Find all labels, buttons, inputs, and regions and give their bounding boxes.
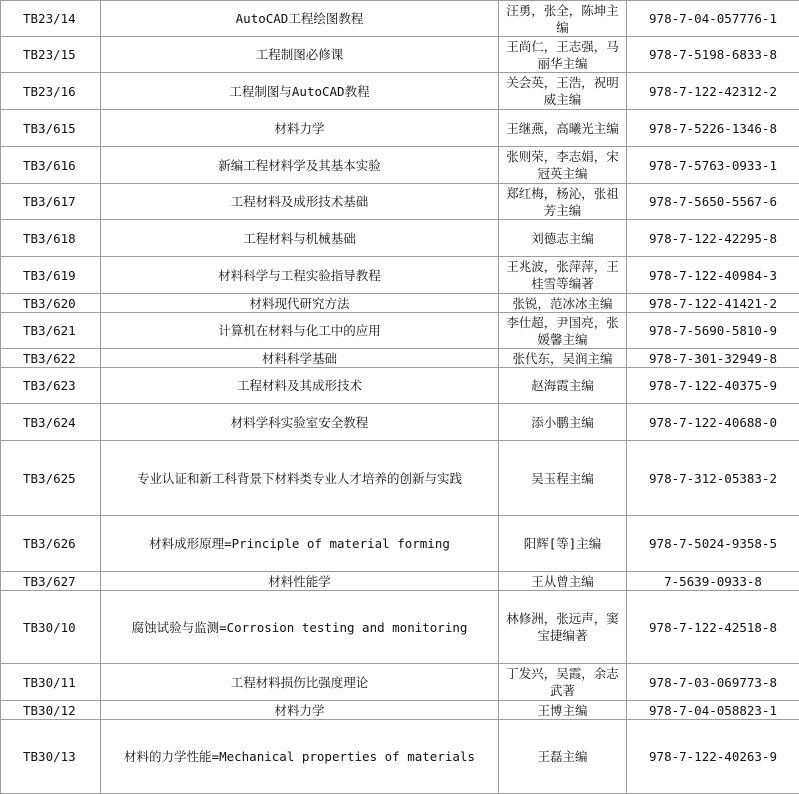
- author-cell: 郑红梅，杨沁，张祖芳主编: [499, 184, 627, 220]
- isbn-cell: 978-7-5650-5567-6: [627, 184, 799, 220]
- call-number-cell: TB3/618: [1, 220, 101, 257]
- title-cell: 材料成形原理=Principle of material forming: [101, 516, 499, 572]
- isbn-cell: 978-7-122-42312-2: [627, 73, 799, 110]
- table-row: [1, 404, 799, 441]
- title-cell: 工程材料与机械基础: [101, 220, 499, 257]
- table-row: [1, 147, 799, 184]
- title-cell: 计算机在材料与化工中的应用: [101, 313, 499, 349]
- author-cell: 王从曾主编: [499, 572, 627, 591]
- table-row: [1, 441, 799, 516]
- title-cell: 材料力学: [101, 110, 499, 147]
- title-cell: 新编工程材料学及其基本实验: [101, 147, 499, 184]
- isbn-cell: 978-7-04-057776-1: [627, 1, 799, 37]
- isbn-cell: 978-7-122-42295-8: [627, 220, 799, 257]
- author-cell: 王尚仁，王志强，马丽华主编: [499, 37, 627, 73]
- title-cell: 工程材料损伤比强度理论: [101, 664, 499, 701]
- call-number-cell: TB3/617: [1, 184, 101, 220]
- isbn-cell: 978-7-5690-5810-9: [627, 313, 799, 349]
- author-cell: 王兆波，张萍萍，王桂雪等编著: [499, 257, 627, 294]
- call-number-cell: TB3/620: [1, 294, 101, 313]
- author-cell: 王博主编: [499, 701, 627, 720]
- isbn-cell: 978-7-5024-9358-5: [627, 516, 799, 572]
- table-row: [1, 591, 799, 664]
- author-cell: 赵海霞主编: [499, 368, 627, 404]
- author-cell: 刘德志主编: [499, 220, 627, 257]
- title-cell: 材料科学基础: [101, 349, 499, 368]
- call-number-cell: TB30/13: [1, 720, 101, 794]
- call-number-cell: TB30/12: [1, 701, 101, 720]
- title-cell: 专业认证和新工科背景下材料类专业人才培养的创新与实践: [101, 441, 499, 516]
- author-cell: 林修洲，张远声，窦宝捷编著: [499, 591, 627, 664]
- title-cell: 工程材料及其成形技术: [101, 368, 499, 404]
- isbn-cell: 978-7-122-40263-9: [627, 720, 799, 794]
- author-cell: 汪勇，张全，陈坤主编: [499, 1, 627, 37]
- call-number-cell: TB3/627: [1, 572, 101, 591]
- call-number-cell: TB3/615: [1, 110, 101, 147]
- table-row: [1, 664, 799, 701]
- author-cell: 张则荣，李志娟，宋冠英主编: [499, 147, 627, 184]
- table-row: [1, 294, 799, 313]
- isbn-cell: 978-7-122-41421-2: [627, 294, 799, 313]
- call-number-cell: TB3/622: [1, 349, 101, 368]
- title-cell: 材料科学与工程实验指导教程: [101, 257, 499, 294]
- author-cell: 添小鹏主编: [499, 404, 627, 441]
- title-cell: 材料的力学性能=Mechanical properties of materials: [101, 720, 499, 794]
- isbn-cell: 978-7-5226-1346-8: [627, 110, 799, 147]
- table-row: [1, 220, 799, 257]
- isbn-cell: 7-5639-0933-8: [627, 572, 799, 591]
- isbn-cell: 978-7-122-42518-8: [627, 591, 799, 664]
- table-row: [1, 313, 799, 349]
- table-row: [1, 516, 799, 572]
- call-number-cell: TB3/616: [1, 147, 101, 184]
- isbn-cell: 978-7-04-058823-1: [627, 701, 799, 720]
- author-cell: 丁发兴，吴霞，余志武著: [499, 664, 627, 701]
- table-row: [1, 349, 799, 368]
- author-cell: 李仕超，尹国亮，张媛馨主编: [499, 313, 627, 349]
- author-cell: 关会英，王浩，祝明威主编: [499, 73, 627, 110]
- table-row: [1, 257, 799, 294]
- title-cell: 材料学科实验室安全教程: [101, 404, 499, 441]
- title-cell: 腐蚀试验与监测=Corrosion testing and monitoring: [101, 591, 499, 664]
- title-cell: 材料力学: [101, 701, 499, 720]
- table-row: [1, 1, 799, 37]
- isbn-cell: 978-7-312-05383-2: [627, 441, 799, 516]
- author-cell: 张代东，吴润主编: [499, 349, 627, 368]
- call-number-cell: TB3/624: [1, 404, 101, 441]
- title-cell: 材料现代研究方法: [101, 294, 499, 313]
- table-row: [1, 184, 799, 220]
- isbn-cell: 978-7-301-32949-8: [627, 349, 799, 368]
- isbn-cell: 978-7-5198-6833-8: [627, 37, 799, 73]
- call-number-cell: TB30/10: [1, 591, 101, 664]
- isbn-cell: 978-7-5763-0933-1: [627, 147, 799, 184]
- table-row: [1, 572, 799, 591]
- author-cell: 王继燕，高曦光主编: [499, 110, 627, 147]
- table-row: [1, 701, 799, 720]
- table-row: [1, 37, 799, 73]
- table-row: [1, 110, 799, 147]
- call-number-cell: TB3/619: [1, 257, 101, 294]
- title-cell: AutoCAD工程绘图教程: [101, 1, 499, 37]
- call-number-cell: TB3/621: [1, 313, 101, 349]
- isbn-cell: 978-7-122-40688-0: [627, 404, 799, 441]
- isbn-cell: 978-7-122-40984-3: [627, 257, 799, 294]
- title-cell: 工程制图与AutoCAD教程: [101, 73, 499, 110]
- title-cell: 工程制图必修课: [101, 37, 499, 73]
- call-number-cell: TB3/623: [1, 368, 101, 404]
- author-cell: 张锐，范冰冰主编: [499, 294, 627, 313]
- author-cell: 阳辉[等]主编: [499, 516, 627, 572]
- table-row: [1, 73, 799, 110]
- call-number-cell: TB23/16: [1, 73, 101, 110]
- call-number-cell: TB23/15: [1, 37, 101, 73]
- isbn-cell: 978-7-122-40375-9: [627, 368, 799, 404]
- title-cell: 工程材料及成形技术基础: [101, 184, 499, 220]
- author-cell: 吴玉程主编: [499, 441, 627, 516]
- call-number-cell: TB3/625: [1, 441, 101, 516]
- author-cell: 王磊主编: [499, 720, 627, 794]
- call-number-cell: TB30/11: [1, 664, 101, 701]
- table-row: [1, 720, 799, 794]
- table-row: [1, 368, 799, 404]
- call-number-cell: TB23/14: [1, 1, 101, 37]
- title-cell: 材料性能学: [101, 572, 499, 591]
- isbn-cell: 978-7-03-069773-8: [627, 664, 799, 701]
- call-number-cell: TB3/626: [1, 516, 101, 572]
